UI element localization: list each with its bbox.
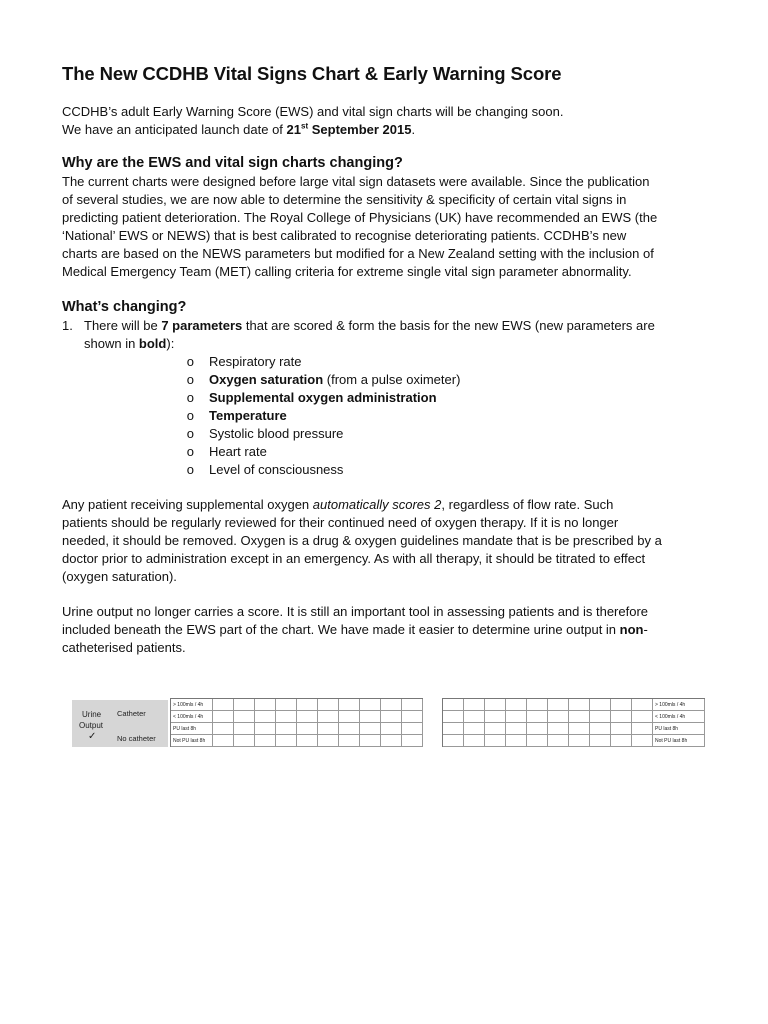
why-body: The current charts were designed before large vital sign datasets were available. Since the publication of several studies, we are now able to determine the sensitivity & specificity of certain vital signs in predicting patient deterioration. The Royal College of Physicians (UK) have recommended an EWS (the ‘National’ EWS or NEWS) that is best calibrated to recognise deteriorating patients. CCDHB’s new charts are based on the NEWS parameters but modified for a New Zealand setting with the inclusion of Medical Emergency Team (MET) calling criteria for extreme single vital sign parameter abnormality.: [62, 174, 658, 279]
urine-paragraph: Urine output no longer carries a score. It is still an important tool in assessing patients and is therefore included beneath the EWS part of the chart. We have made it easier to determine urine output in non-catheterised patients.: [62, 604, 649, 655]
intro-line-1: CCDHB’s adult Early Warning Score (EWS) and vital sign charts will be changing soon.: [62, 104, 564, 119]
catheter-label: Catheter: [117, 709, 146, 718]
why-heading: Why are the EWS and vital sign charts changing?: [62, 155, 403, 171]
table-row: PU last 8h: [171, 723, 423, 735]
item-number: 1.: [62, 318, 73, 333]
no-catheter-label: No catheter: [117, 734, 156, 743]
document-title: The New CCDHB Vital Signs Chart & Early Warning Score: [62, 63, 562, 84]
document-page: [62, 60, 662, 657]
changing-section: [62, 297, 662, 479]
output-label: Output: [79, 721, 104, 730]
list-item: o Supplemental oxygen administration: [186, 390, 437, 405]
parameter-list: [62, 353, 662, 479]
urine-output-chart-excerpt: [72, 698, 704, 750]
table-row: > 100mls / 4h: [443, 699, 705, 711]
table-row: < 100mls / 4h: [171, 711, 423, 723]
intro-line-2: We have an anticipated launch date of 21st September 2015.: [62, 121, 416, 137]
table-row: PU last 8h: [443, 723, 705, 735]
urine-output-label-block: [72, 700, 168, 747]
list-item: o Heart rate: [186, 444, 267, 459]
table-row: Not PU last 8h: [443, 735, 705, 747]
intro-section: [62, 103, 662, 139]
oxygen-paragraph: Any patient receiving supplemental oxygen automatically scores 2, regardless of flow rate. Such patients should be regularly reviewed for their continued need of oxygen therapy. If it is no longer needed, it should be removed. Oxygen is a drug & oxygen guidelines mandate that is be prescribed by a doctor prior to administration except in an emergency. As with all therapy, it should be titrated to effect (oxygen saturation).: [62, 497, 662, 584]
table-row: < 100mls / 4h: [443, 711, 705, 723]
changing-heading: What’s changing?: [62, 299, 187, 315]
list-item: o Respiratory rate: [186, 354, 302, 369]
why-section: [62, 153, 662, 281]
item-text: There will be 7 parameters that are scored & form the basis for the new EWS (new parameters are shown in bold):: [84, 318, 655, 351]
urine-grid-right: [442, 698, 705, 747]
list-item: o Systolic blood pressure: [186, 426, 344, 441]
urine-grid-left: [170, 698, 423, 747]
list-item: o Oxygen saturation (from a pulse oximeter): [186, 372, 461, 387]
list-item: o Temperature: [186, 408, 287, 423]
table-row: Not PU last 8h: [171, 735, 423, 747]
table-row: > 100mls / 4h: [171, 699, 423, 711]
checkmark-icon: ✓: [88, 731, 97, 742]
urine-label: Urine: [82, 710, 102, 719]
numbered-item-1: [62, 317, 662, 353]
list-item: o Level of consciousness: [186, 462, 344, 477]
